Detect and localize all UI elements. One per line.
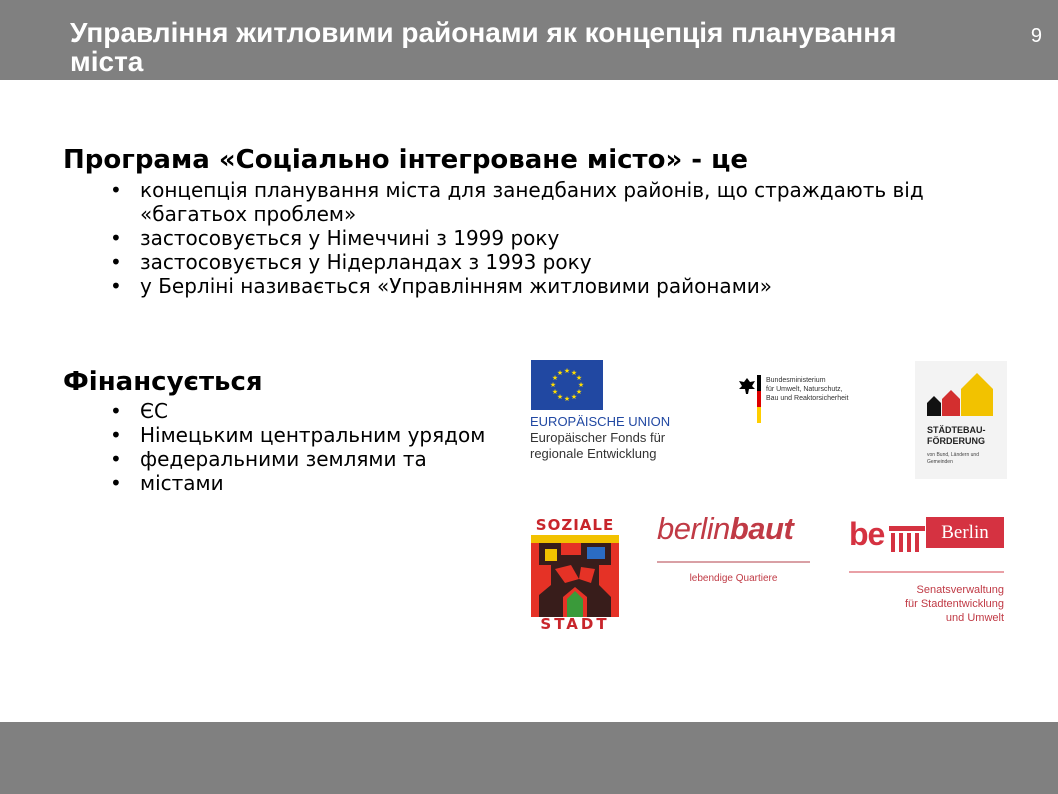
eu-logo-line3: regionale Entwicklung (530, 446, 657, 461)
senat-line2: für Stadtentwicklung (904, 598, 1004, 610)
federal-eagle-icon (737, 376, 757, 396)
program-heading: Програма «Соціально інтегроване місто» - це (63, 145, 749, 175)
berlinbaut-tagline: lebendige Quartiere (689, 573, 778, 584)
funding-bullet: • містами (110, 471, 530, 495)
svg-text:★: ★ (575, 374, 583, 382)
senat-line3: und Umwelt (945, 612, 1004, 624)
senat-divider (849, 571, 1004, 573)
program-bullet: • застосовується у Німеччині з 1999 року (110, 226, 990, 250)
funding-bullet: • Німецьким центральним урядом (110, 423, 530, 447)
funding-heading: Фінансується (63, 367, 263, 397)
berlinbaut-regular: berlin (657, 511, 730, 546)
berlinbaut-bold: baut (729, 511, 794, 546)
funding-bullet: • ЄС (110, 399, 530, 423)
slide-number: 9 (1030, 25, 1042, 47)
svg-text:★: ★ (575, 388, 583, 396)
program-bullet-list (110, 178, 990, 298)
funding-bullet: • федеральними землями та (110, 447, 530, 471)
eu-logo-text (530, 414, 670, 462)
bmu-logo-line3: Bau und Reaktorsicherheit (766, 395, 849, 402)
senat-text (849, 583, 1004, 625)
berlin-box: Berlin (926, 517, 1004, 548)
svg-text:★: ★ (563, 367, 571, 375)
eu-logo-line1: EUROPÄISCHE UNION (530, 414, 671, 429)
be-wordmark: be (849, 516, 885, 552)
bmu-logo-line1: Bundesministerium (766, 377, 826, 384)
eu-logo-line2: Europäischer Fonds für (530, 430, 666, 445)
program-bullet: • у Берліні називається «Управлінням житловими районами» (110, 274, 990, 298)
senat-line1: Senatsverwaltung (916, 584, 1004, 596)
houses-icon (915, 361, 1007, 421)
soziale-stadt-top: SOZIALE (535, 516, 615, 534)
bmu-logo-text (766, 376, 849, 403)
soziale-stadt-bottom: STADT (540, 615, 610, 633)
funding-bullet-list (110, 399, 530, 495)
svg-text:★: ★ (577, 381, 585, 389)
berlinbaut-wordmark (657, 511, 793, 547)
staedtebau-subtitle: von Bund, Ländern und Gemeinden (927, 452, 979, 465)
bmu-logo-line2: für Umwelt, Naturschutz, (766, 386, 843, 393)
svg-text:★: ★ (570, 369, 578, 377)
soziale-stadt-figures-icon (531, 535, 619, 617)
slide-title: Управління житловими районами як концепція планування міста (70, 17, 897, 77)
svg-text:★: ★ (570, 393, 578, 401)
program-bullet: • концепція планування міста для занедбаних районів, що страждають від «багатьох проблем» (110, 178, 990, 226)
svg-text:★: ★ (556, 369, 564, 377)
svg-text:★: ★ (556, 393, 564, 401)
program-bullet: • застосовується у Нідерландах з 1993 року (110, 250, 990, 274)
eu-flag-logo (531, 360, 603, 410)
eu-stars-icon (531, 360, 603, 410)
brandenburg-gate-icon (889, 526, 925, 552)
svg-text:★: ★ (549, 381, 557, 389)
berlinbaut-divider (657, 561, 810, 563)
staedtebau-line2: FÖRDERUNG (927, 436, 985, 446)
svg-text:★: ★ (563, 395, 571, 403)
footer-bar (0, 722, 1058, 794)
staedtebau-title (927, 425, 986, 447)
svg-text:★: ★ (551, 388, 559, 396)
staedtebau-line1: STÄDTEBAU- (927, 425, 986, 435)
svg-text:★: ★ (551, 374, 559, 382)
soziale-stadt-logo (531, 535, 619, 617)
german-flag-bar (757, 375, 761, 423)
